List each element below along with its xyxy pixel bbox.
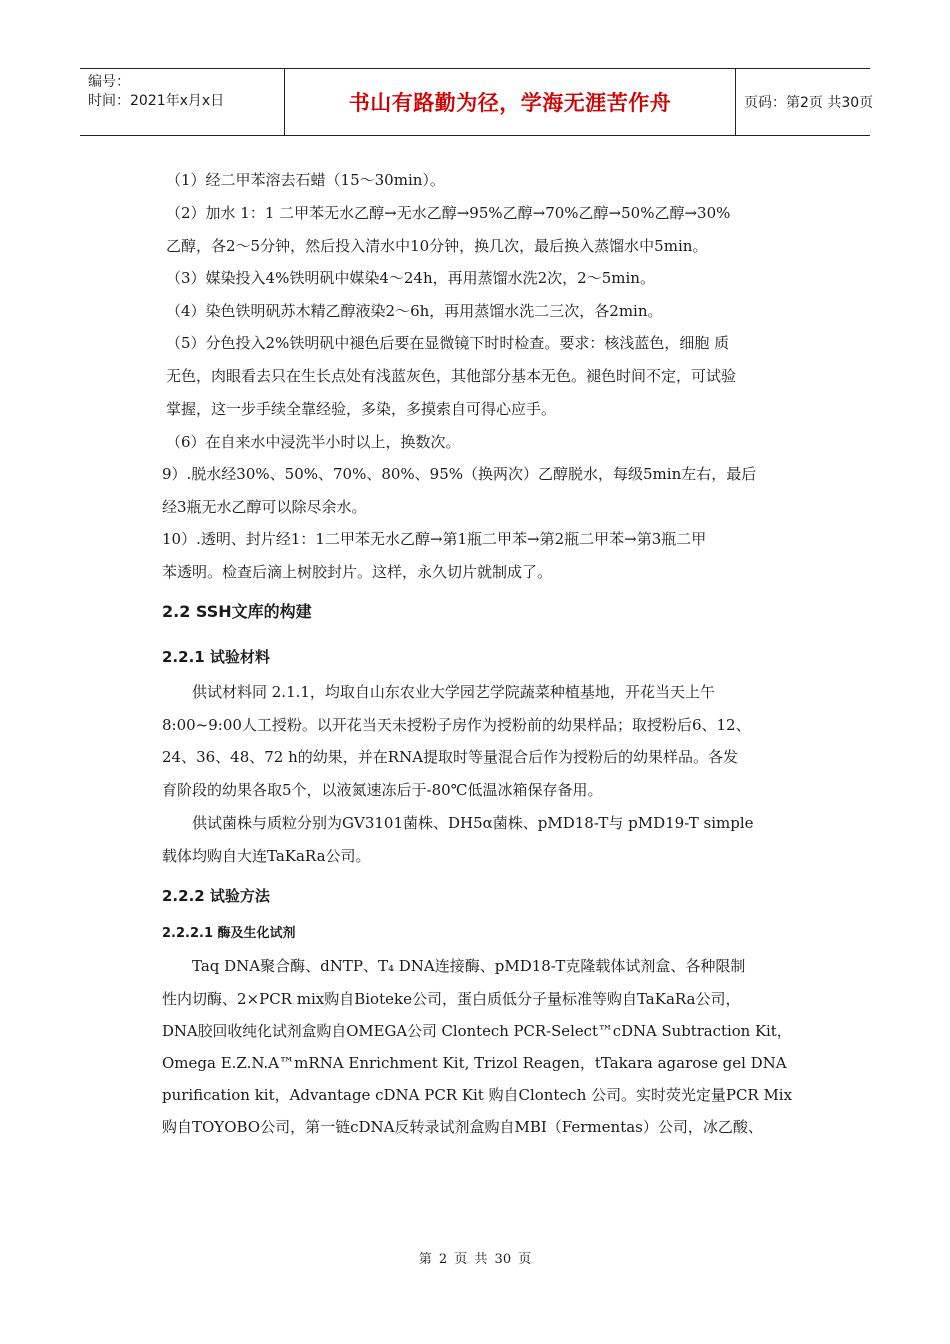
body-line: （2）加水 1：1 二甲苯无水乙醇→无水乙醇→95%乙醇→70%乙醇→50%乙醇→30% <box>166 204 731 222</box>
body-line: 10）.透明、封片经1：1二甲苯无水乙醇→第1瓶二甲苯→第2瓶二甲苯→第3瓶二甲 <box>162 530 707 548</box>
page-header <box>80 68 874 136</box>
body-line: 乙醇，各2～5分钟，然后投入清水中10分钟，换几次，最后换入蒸馏水中5min。 <box>166 237 708 255</box>
body-line: 24、36、48、72 h的幼果，并在RNA提取时等量混合后作为授粉后的幼果样品。各发 <box>162 748 739 766</box>
document-number-label: 编号： <box>88 74 130 90</box>
body-line: Omega E.Z.N.A™mRNA Enrichment Kit, Trizol Reagen，tTakara agarose gel DNA <box>162 1054 787 1072</box>
header-motto: 书山有路勤为径，学海无涯苦作舟 <box>284 69 736 135</box>
body-line: （5）分色投入2%铁明矾中褪色后要在显微镜下时时检查。要求：核浅蓝色，细胞 质 <box>166 334 730 352</box>
section-heading-2-2-1: 2.2.1 试验材料 <box>162 648 270 666</box>
body-line: 供试菌株与质粒分别为GV3101菌株、DH5α菌株、pMD18-T与 pMD19-T simple <box>162 814 754 832</box>
body-line: 9）.脱水经30%、50%、70%、80%、95%（换两次）乙醇脱水，每级5min左右，最后 <box>162 465 757 483</box>
body-line: 经3瓶无水乙醇可以除尽余水。 <box>162 498 367 516</box>
body-line: （1）经二甲苯溶去石蜡（15～30min）。 <box>166 171 445 189</box>
body-line: （6）在自来水中浸洗半小时以上，换数次。 <box>166 433 461 451</box>
body-line: 购自TOYOBO公司，第一链cDNA反转录试剂盒购自MBI（Fermentas）公司，冰乙酸、 <box>162 1118 763 1136</box>
page-footer: 第 2 页 共 30 页 <box>418 1252 532 1267</box>
body-line: 供试材料同 2.1.1，均取自山东农业大学园艺学院蔬菜种植基地，开花当天上午 <box>162 683 715 701</box>
body-line: （4）染色铁明矾苏木精乙醇液染2～6h，再用蒸馏水洗二三次，各2min。 <box>166 302 663 320</box>
body-line: purification kit，Advantage cDNA PCR Kit 购自Clontech 公司。实时荧光定量PCR Mix <box>162 1086 793 1104</box>
section-heading-2-2-2-1: 2.2.2.1 酶及生化试剂 <box>162 926 296 941</box>
header-page-info: 页码：第2页 共30页 <box>744 95 874 111</box>
body-line: 育阶段的幼果各取5个，以液氮速冻后于-80℃低温冰箱保存备用。 <box>162 781 603 799</box>
body-line: 苯透明。检查后滴上树胶封片。这样，永久切片就制成了。 <box>162 563 553 581</box>
body-line: （3）媒染投入4%铁明矾中媒染4～24h，再用蒸馏水洗2次，2～5min。 <box>166 269 655 287</box>
body-line: 无色，肉眼看去只在生长点处有浅蓝灰色，其他部分基本无色。褪色时间不定，可试验 <box>166 367 737 385</box>
body-line: 性内切酶、2×PCR mix购自Bioteke公司，蛋白质低分子量标准等购自TaKaRa公司， <box>162 990 741 1008</box>
header-meta <box>80 69 284 135</box>
section-heading-2-2-2: 2.2.2 试验方法 <box>162 887 270 905</box>
document-date-label: 时间：2021年x月x日 <box>88 93 225 109</box>
body-line: Taq DNA聚合酶、dNTP、T₄ DNA连接酶、pMD18-T克隆载体试剂盒、各种限制 <box>162 957 746 975</box>
body-line: 掌握，这一步手续全靠经验，多染，多摸索自可得心应手。 <box>166 400 557 418</box>
section-heading-2-2: 2.2 SSH文库的构建 <box>162 602 312 621</box>
body-line: DNA胶回收纯化试剂盒购自OMEGA公司 Clontech PCR-Select™cDNA Subtraction Kit， <box>162 1022 792 1040</box>
body-line: 8:00~9:00人工授粉。以开花当天未授粉子房作为授粉前的幼果样品；取授粉后6、12、 <box>162 716 751 734</box>
body-line: 载体均购自大连TaKaRa公司。 <box>162 847 371 865</box>
